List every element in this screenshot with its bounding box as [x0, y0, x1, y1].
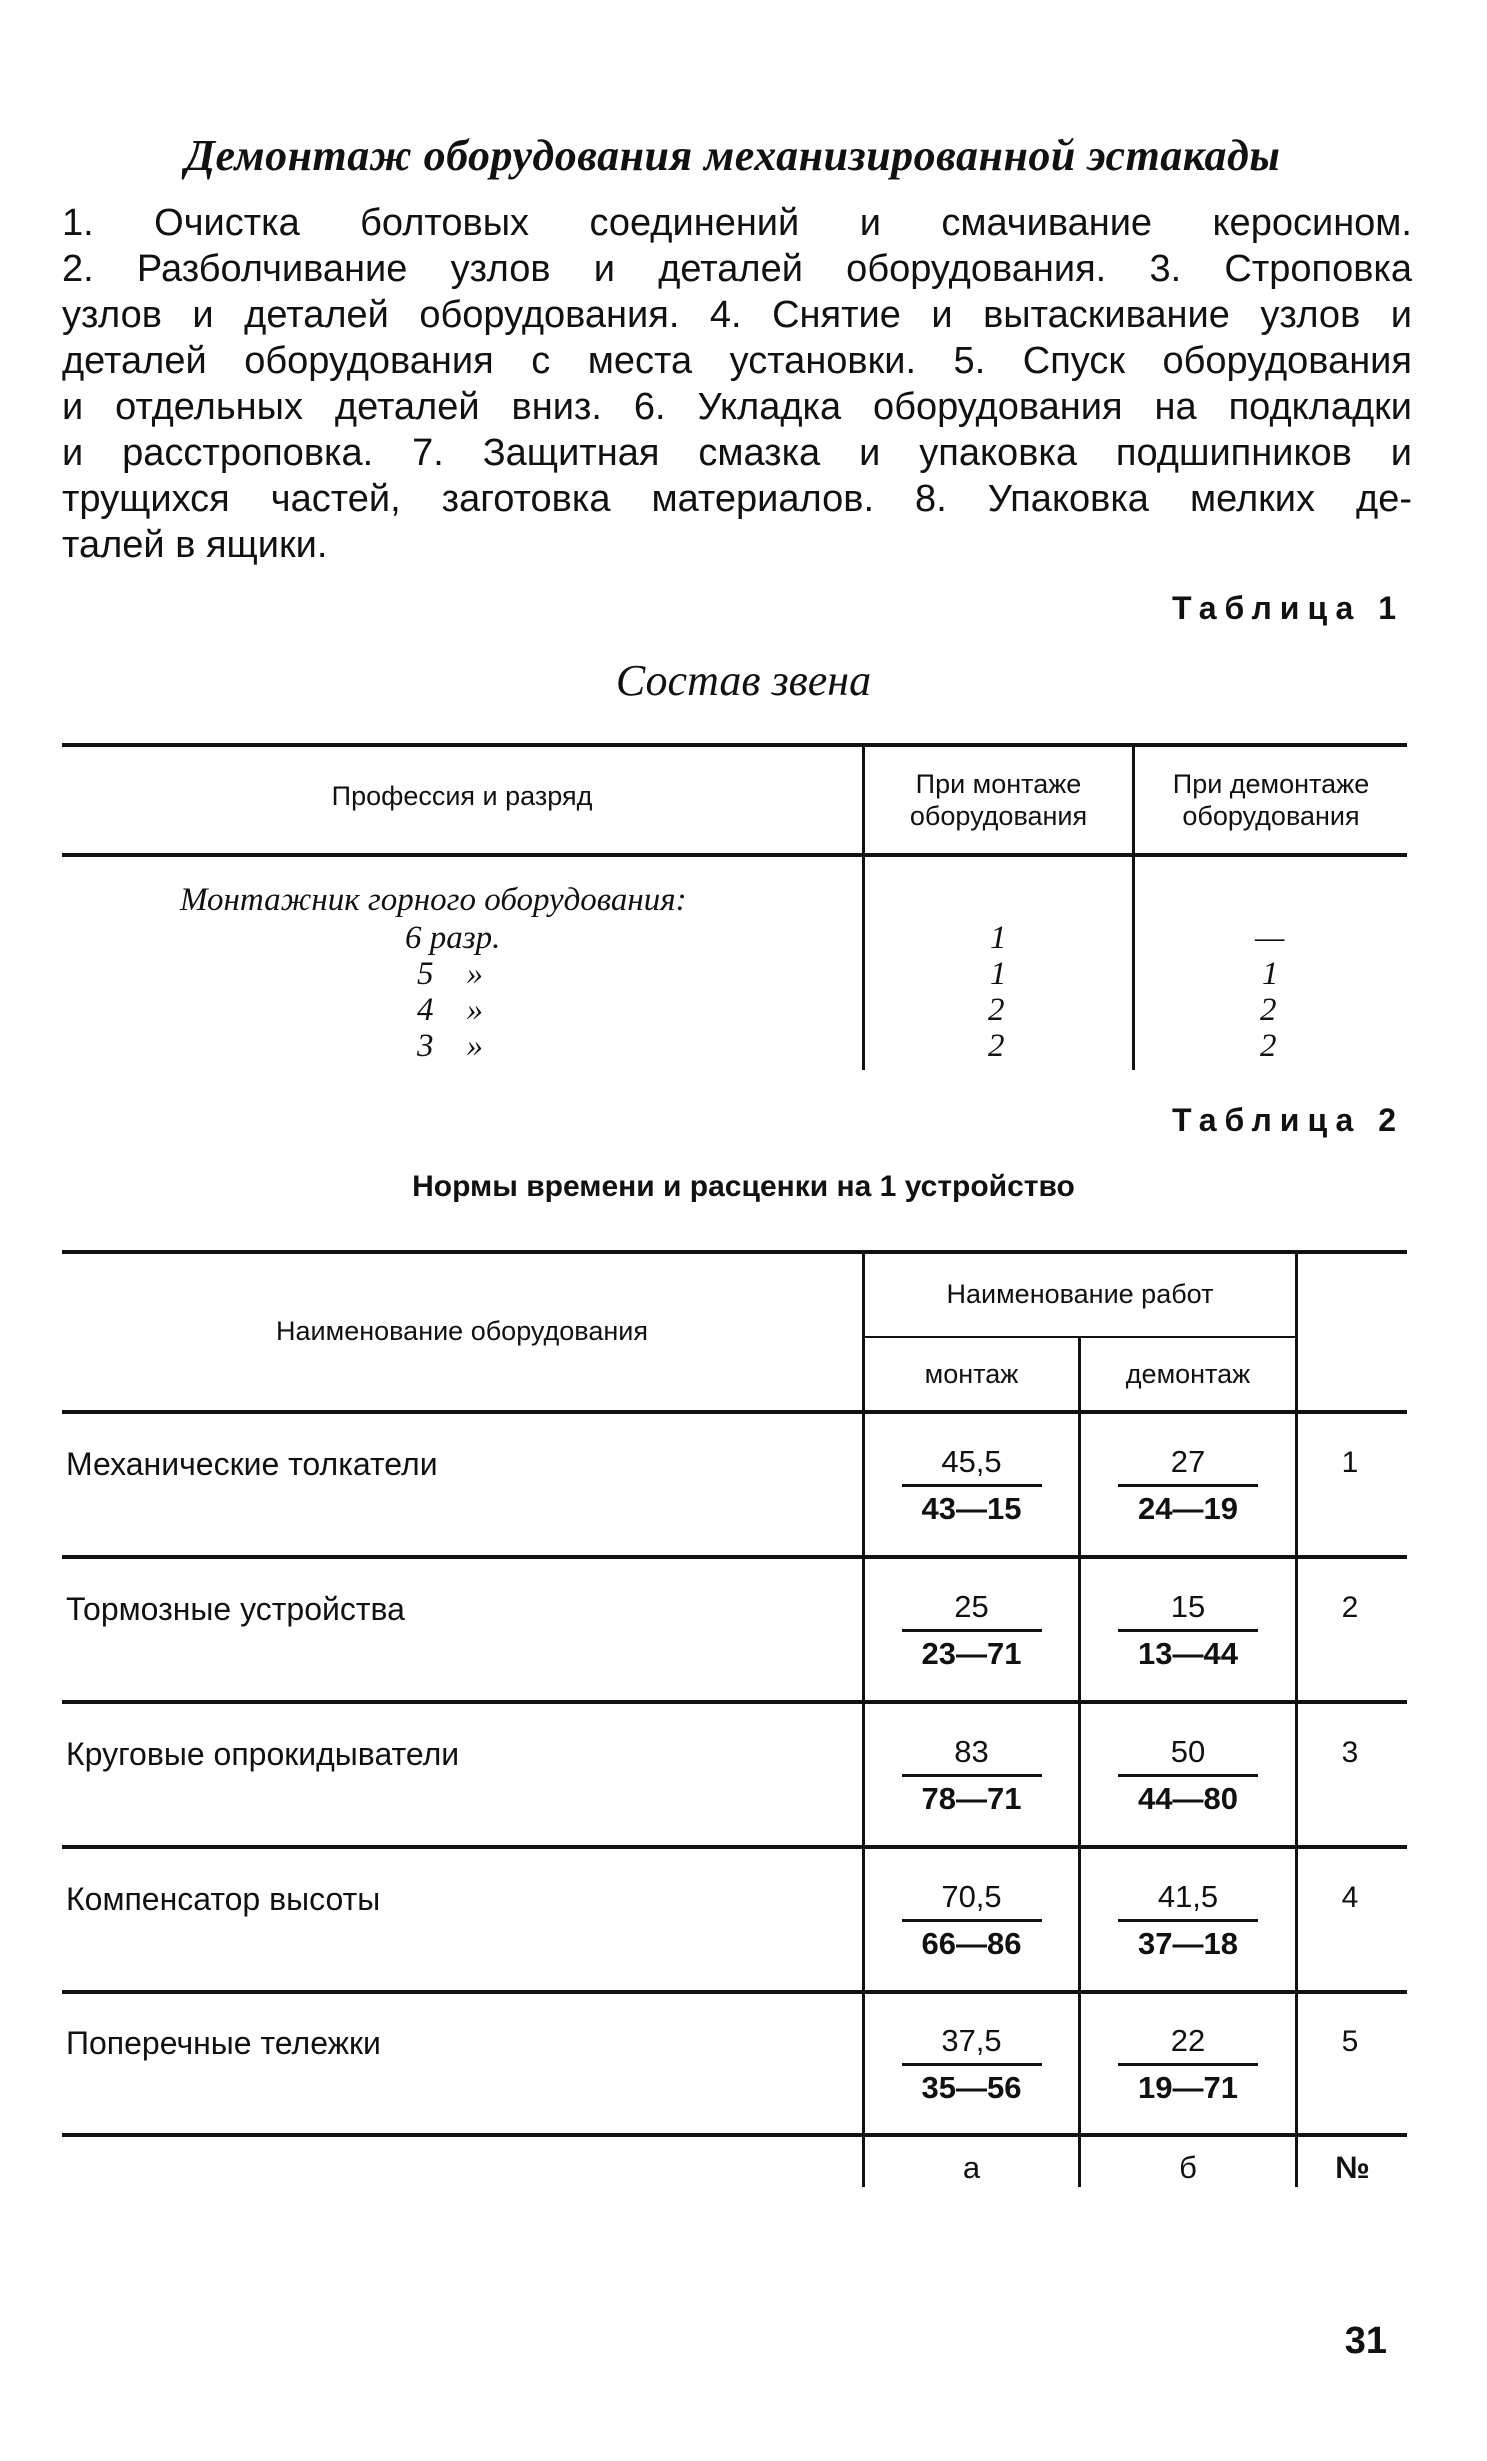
table1-montage-count: 2: [988, 1028, 1005, 1064]
table1-demontage-count: —: [1255, 920, 1285, 956]
montage-rate: 45,5 43—15: [865, 1444, 1078, 1527]
montage-rate: 25 23—71: [865, 1589, 1078, 1672]
table2-bottom-rule: [62, 2133, 1407, 2137]
demontage-rate: 41,5 37—18: [1081, 1879, 1295, 1962]
paragraph-line: деталей оборудования с места установки. 5. Спуск оборудования: [62, 340, 1412, 382]
row-number: 5: [1341, 2025, 1359, 2058]
paragraph-line: и расстроповка. 7. Защитная смазка и упаковка подшипников и: [62, 432, 1412, 474]
table1-grade: 6 разр.: [405, 920, 501, 956]
table2-row-rule: [62, 1555, 1407, 1559]
table2-row-rule: [62, 1990, 1407, 1994]
column-marker-a: а: [962, 2150, 981, 2185]
table2-title: Нормы времени и расценки на 1 устройство: [412, 1170, 1075, 1203]
table2-header-equipment: Наименование оборудования: [276, 1316, 648, 1346]
table1-header-rule: [62, 853, 1407, 857]
equipment-name: Круговые опрокидыватели: [66, 1736, 460, 1772]
table1-label: Таблица 1: [1171, 590, 1404, 626]
montage-rate: 83 78—71: [865, 1734, 1078, 1817]
montage-rate: 70,5 66—86: [865, 1879, 1078, 1962]
table1-top-rule: [62, 743, 1407, 747]
equipment-name: Поперечные тележки: [66, 2025, 381, 2061]
table1-montage-count: 1: [990, 956, 1007, 992]
table1-demontage-count: 2: [1260, 992, 1277, 1028]
table1-montage-count: 1: [990, 920, 1007, 956]
section-title: Демонтаж оборудования механизированной эстакады: [185, 131, 1281, 180]
row-number: 1: [1341, 1446, 1359, 1479]
operations-paragraph: [62, 200, 1412, 568]
table1-header-montage: При монтаже оборудования: [909, 769, 1088, 831]
row-number: 4: [1341, 1881, 1359, 1914]
table2-header-demontage: демонтаж: [1125, 1359, 1251, 1389]
table1-title: Состав звена: [615, 656, 872, 705]
table1-demontage-count: 2: [1260, 1028, 1277, 1064]
table1-header-profession: Профессия и разряд: [331, 781, 593, 811]
equipment-name: Компенсатор высоты: [66, 1881, 381, 1917]
page-number: 31: [1344, 2320, 1387, 2362]
table2-header-works: Наименование работ: [946, 1279, 1214, 1309]
column-marker-b: б: [1179, 2150, 1197, 2185]
table2-row-rule: [62, 1845, 1407, 1849]
table2-label: Таблица 2: [1171, 1102, 1404, 1138]
row-number: 2: [1341, 1591, 1359, 1624]
table1-grade: 3 »: [417, 1028, 483, 1064]
table2-row-rule: [62, 1700, 1407, 1704]
demontage-rate: 22 19—71: [1081, 2023, 1295, 2106]
row-number: 3: [1341, 1736, 1359, 1769]
table2-top-rule: [62, 1250, 1407, 1254]
table1-header-demontage: При демонтаже оборудования: [1172, 769, 1370, 831]
table1-montage-count: 2: [988, 992, 1005, 1028]
montage-rate: 37,5 35—56: [865, 2023, 1078, 2106]
table1-group-label: Монтажник горного оборудования:: [180, 882, 687, 918]
paragraph-line: 2. Разболчивание узлов и деталей оборудования. 3. Строповка: [62, 248, 1412, 290]
table1-grade: 4 »: [417, 992, 483, 1028]
equipment-name: Тормозные устройства: [66, 1591, 405, 1627]
table1-demontage-count: 1: [1262, 956, 1279, 992]
column-marker-number: №: [1335, 2150, 1370, 2185]
paragraph-line: 1. Очистка болтовых соединений и смачивание керосином.: [62, 202, 1412, 244]
paragraph-line: узлов и деталей оборудования. 4. Снятие и вытаскивание узлов и: [62, 294, 1412, 336]
paragraph-line: и отдельных деталей вниз. 6. Укладка оборудования на подкладки: [62, 386, 1412, 428]
table2-divider: [1295, 1252, 1298, 2187]
table1-grade: 5 »: [417, 956, 483, 992]
table2-header-montage: монтаж: [924, 1359, 1019, 1389]
paragraph-line: талей в ящики.: [62, 524, 328, 566]
demontage-rate: 50 44—80: [1081, 1734, 1295, 1817]
paragraph-line: трущихся частей, заготовка материалов. 8. Упаковка мелких де-: [62, 478, 1412, 520]
equipment-name: Механические толкатели: [66, 1446, 438, 1482]
table2-header-rule: [62, 1410, 1407, 1414]
demontage-rate: 27 24—19: [1081, 1444, 1295, 1527]
demontage-rate: 15 13—44: [1081, 1589, 1295, 1672]
